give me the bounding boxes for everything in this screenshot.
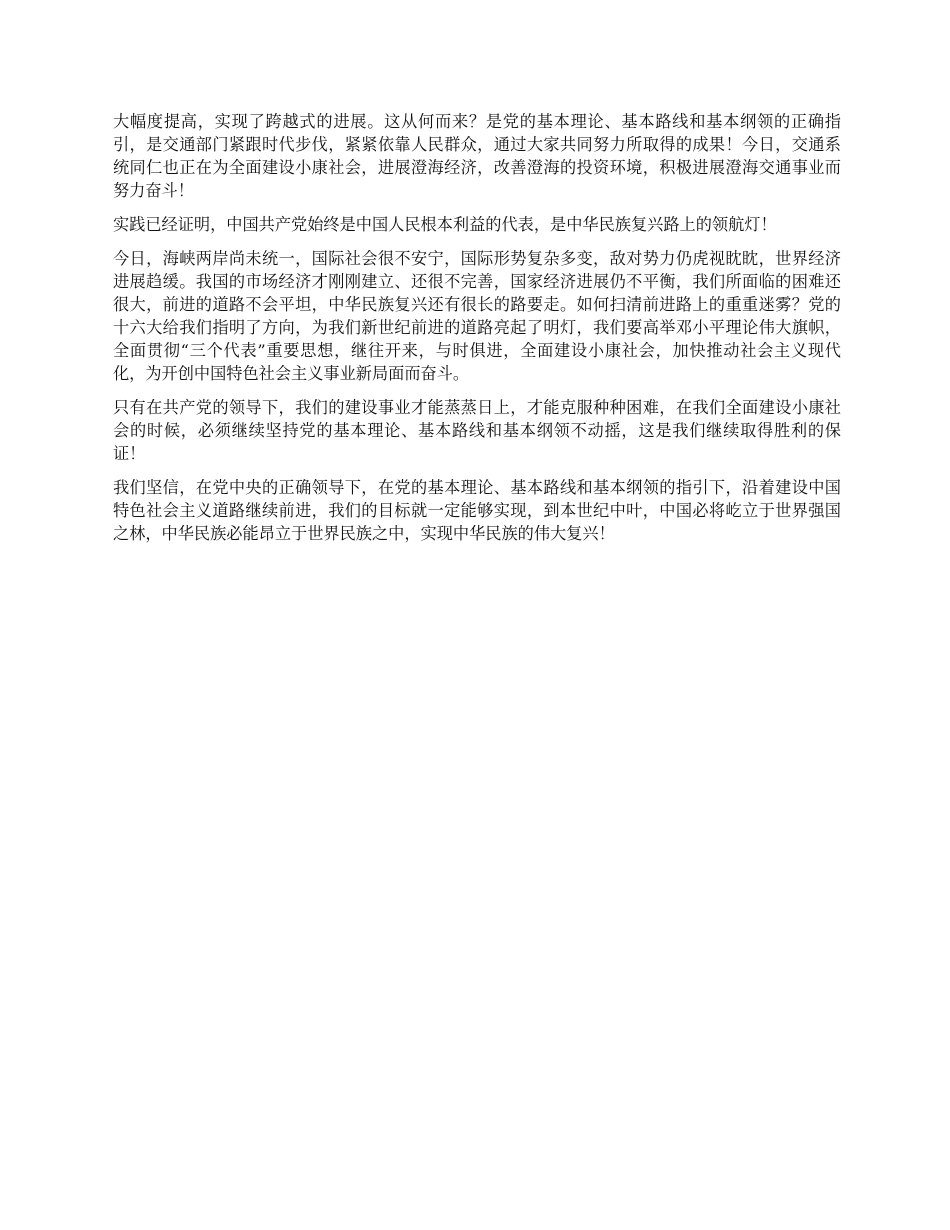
paragraph-2: 实践已经证明，中国共产党始终是中国人民根本利益的代表，是中华民族复兴路上的领航灯！: [113, 215, 777, 234]
paragraph-4: 只有在共产党的领导下，我们的建设事业才能蒸蒸日上，才能克服种种困难，在我们全面建设小康社会的时候，必须继续坚持党的基本理论、基本路线和基本纲领不动摇，这是我们继续取得胜利的保证！: [113, 398, 841, 463]
paragraph-1: 大幅度提高，实现了跨越式的进展。这从何而来？是党的基本理论、基本路线和基本纲领的正确指引，是交通部门紧跟时代步伐，紧紧依靠人民群众，通过大家共同努力所取得的成果！今日，交通系统同仁也正在为全面建设小康社会，进展澄海经济，改善澄海的投资环境，积极进展澄海交通事业而努力奋斗！: [113, 112, 841, 200]
document-body: [113, 110, 841, 556]
paragraph-5: 我们坚信，在党中央的正确领导下，在党的基本理论、基本路线和基本纲领的指引下，沿着建设中国特色社会主义道路继续前进，我们的目标就一定能够实现，到本世纪中叶，中国必将屹立于世界强国之林，中华民族必能昂立于世界民族之中，实现中华民族的伟大复兴！: [113, 478, 841, 543]
paragraph-3: 今日，海峡两岸尚未统一，国际社会很不安宁，国际形势复杂多变，敌对势力仍虎视眈眈，世界经济进展趋缓。我国的市场经济才刚刚建立、还很不完善，国家经济进展仍不平衡，我们所面临的困难还很大，前进的道路不会平坦，中华民族复兴还有很长的路要走。如何扫清前进路上的重重迷雾？党的十六大给我们指明了方向，为我们新世纪前进的道路亮起了明灯，我们要高举邓小平理论伟大旗帜，全面贯彻“三个代表”重要思想，继往开来，与时俱进，全面建设小康社会，加快推动社会主义现代化，为开创中国特色社会主义事业新局面而奋斗。: [113, 249, 841, 383]
